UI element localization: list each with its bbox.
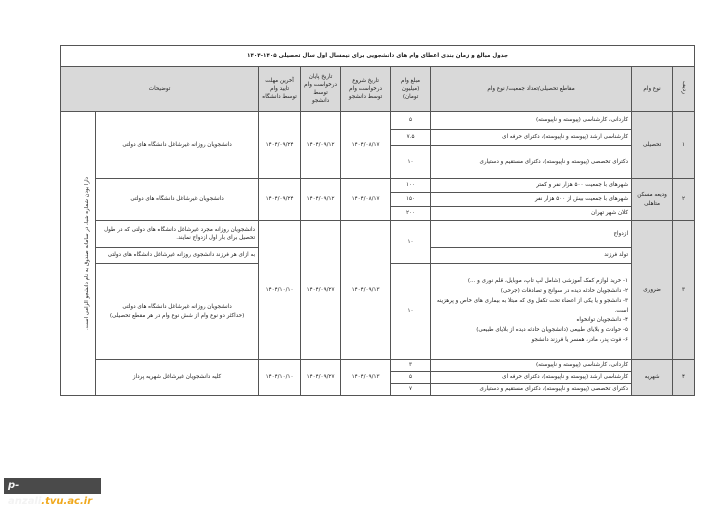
section-label: ازدواج — [431, 221, 632, 248]
end-date: ۱۴۰۴/۰۹/۲۷ — [301, 221, 341, 360]
header-row — [61, 67, 695, 112]
loan-type: تحصیلی — [632, 112, 673, 179]
loan-amount: ۱۰ — [391, 146, 431, 179]
table-title: جدول مبالغ و زمان بندی اعطای وام های دانشجویی برای نیمسال اول سال تحصیلی ۱۴۰۵-۱۴۰۴ — [61, 46, 695, 67]
end-date: ۱۴۰۴/۰۹/۲۷ — [301, 360, 341, 396]
loan-amount: ۷ — [391, 384, 431, 396]
section-label: دکترای تخصصی (پیوسته و ناپیوسته)، دکترای مستقیم و دستیاری — [431, 384, 632, 396]
start-date: ۱۴۰۴/۰۸/۱۷ — [341, 179, 391, 221]
header-amount: مبلغ وام (میلیون تومان) — [391, 67, 431, 112]
table-row — [61, 179, 695, 193]
deadline-date: ۱۴۰۴/۱۰/۱۰ — [259, 360, 301, 396]
description: دانشجویان روزانه غیرشاغل دانشگاه های دولتی — [96, 112, 259, 179]
list-item: ۴- دانشجویان توانخواه — [576, 317, 629, 324]
header-description: توضیحات — [61, 67, 259, 112]
description: دانشجویان غیرشاغل دانشگاه های دولتی — [96, 179, 259, 221]
site-watermark — [4, 478, 101, 507]
deadline-date: ۱۴۰۴/۱۰/۱۰ — [259, 221, 301, 360]
header-deadline: آخرین مهلت تایید وام توسط دانشگاه — [259, 67, 301, 112]
table-row — [61, 221, 695, 248]
description — [96, 264, 259, 360]
loan-type: شهریه — [632, 360, 673, 396]
loan-schedule-table — [60, 45, 695, 396]
table-row — [61, 112, 695, 130]
list-item: ۲- دانشجویان حادثه دیده در سوانح و تصادفات (جرحی) — [500, 288, 629, 295]
loan-amount: ۳ — [391, 360, 431, 372]
description-note: (حداکثر دو نوع وام از شش نوع وام در هر مقطع تحصیلی) — [109, 312, 245, 319]
table-row — [61, 360, 695, 372]
end-date: ۱۴۰۴/۰۹/۱۲ — [301, 179, 341, 221]
list-item: ۳- دانشجو و یا یکی از اعضاء تحت تکفل وی که مبتلا به بیماری های خاص و پرهزینه است. — [436, 297, 629, 314]
row-number: ۱ — [673, 112, 695, 179]
start-date: ۱۴۰۴/۰۸/۱۷ — [341, 112, 391, 179]
deadline-date: ۱۴۰۴/۰۹/۲۴ — [259, 112, 301, 179]
description: دانشجویان روزانه مجرد غیرشاغل دانشگاه های دولتی که در طول تحصیل برای بار اول ازدواج نمایند. — [96, 221, 259, 248]
header-sections: مقاطع تحصیلی/تعداد جمعیت/ نوع وام — [431, 67, 632, 112]
section-label: تولد فرزند — [431, 248, 632, 264]
start-date: ۱۴۰۴/۰۹/۱۳ — [341, 360, 391, 396]
side-note: دارا بودن شماره شبا، در سامانه صندوق به نام دانشجو الزامی است. — [84, 177, 91, 330]
section-label: کاردانی، کارشناسی (پیوسته و ناپیوسته) — [431, 360, 632, 372]
loan-amount: ۷.۵ — [391, 130, 431, 146]
section-label: کاردانی، کارشناسی (پیوسته و ناپیوسته) — [431, 112, 632, 130]
site-suffix: .tvu.ac.ir — [41, 496, 93, 507]
section-label: کلان شهر تهران — [431, 207, 632, 221]
deadline-date: ۱۴۰۴/۰۹/۲۴ — [259, 179, 301, 221]
site-prefix: p-anzali — [8, 480, 42, 507]
list-item: ۶- فوت پدر، مادر، همسر یا فرزند دانشجو — [531, 336, 629, 343]
section-label: کارشناسی ارشد (پیوسته و ناپیوسته)، دکترای حرفه ای — [431, 372, 632, 384]
loan-amount: ۱۰۰ — [391, 179, 431, 193]
loan-type: ودیعه مسکن متاهلی — [632, 179, 673, 221]
section-label: دکترای تخصصی (پیوسته و ناپیوسته)، دکترای مستقیم و دستیاری — [431, 146, 632, 179]
end-date: ۱۴۰۴/۰۹/۱۲ — [301, 112, 341, 179]
side-note-cell — [61, 112, 96, 396]
header-start-date: تاریخ شروع درخواست وام توسط دانشجو — [341, 67, 391, 112]
loan-amount: ۱۰ — [391, 264, 431, 360]
row-number: ۲ — [673, 179, 695, 221]
description-main: دانشجویان روزانه غیرشاغل دانشگاه های دولتی — [122, 304, 232, 311]
loan-type: ضروری — [632, 221, 673, 360]
section-list — [431, 264, 632, 360]
loan-amount: ۱۵۰ — [391, 193, 431, 207]
header-loan-type: نوع وام — [632, 67, 673, 112]
row-number: ۳ — [673, 221, 695, 360]
loan-amount: ۲۰۰ — [391, 207, 431, 221]
row-number: ۴ — [673, 360, 695, 396]
loan-amount: ۵ — [391, 112, 431, 130]
header-row-number: ردیف — [673, 67, 695, 112]
list-item: ۵- حوادث و بلایای طبیعی (دانشجویان حادثه دیده از بلایای طبیعی) — [476, 327, 629, 334]
start-date: ۱۴۰۴/۰۹/۱۳ — [341, 221, 391, 360]
list-item: ۱- خرید لوازم کمک آموزشی (شامل لپ تاپ، موبایل، قلم نوری و ...) — [467, 278, 629, 285]
description: به ازای هر فرزند دانشجوی روزانه غیرشاغل دانشگاه های دولتی — [96, 248, 259, 264]
section-label: شهرهای با جمعیت ۵۰۰ هزار نفر و کمتر — [431, 179, 632, 193]
header-end-date: تاریخ پایان درخواست وام توسط دانشجو — [301, 67, 341, 112]
description: کلیه دانشجویان غیرشاغل شهریه پرداز — [96, 360, 259, 396]
loan-amount: ۱۰ — [391, 221, 431, 264]
loan-amount: ۵ — [391, 372, 431, 384]
section-label: شهرهای با جمعیت بیش از ۵۰۰ هزار نفر — [431, 193, 632, 207]
section-label: کارشناسی ارشد (پیوسته و ناپیوسته)، دکترای حرفه ای — [431, 130, 632, 146]
